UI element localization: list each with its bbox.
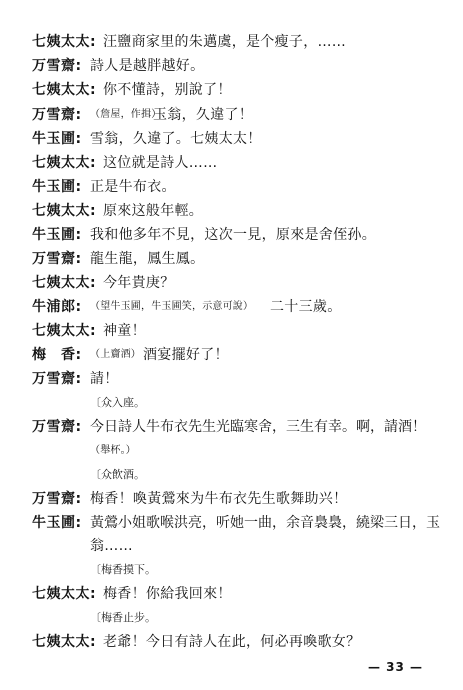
dialogue-text: 今年貴庚？ xyxy=(103,275,175,291)
dialogue-text: 原來这般年輕。 xyxy=(103,203,204,219)
dialogue-line xyxy=(0,273,463,297)
dialogue-text: 玉翁，久違了！ xyxy=(153,107,254,123)
dialogue-line xyxy=(0,321,463,345)
speaker-name: 牛玉圃: xyxy=(32,227,82,243)
dialogue-line xyxy=(0,632,463,656)
dialogue-text: 請！ xyxy=(90,371,119,387)
speaker-name: 牛玉圃: xyxy=(32,131,82,147)
speaker-name: 牛玉圃: xyxy=(32,179,82,195)
speaker-name: 七姨太太: xyxy=(32,203,97,219)
dialogue-text: 我和他多年不見，这次一見，原來是舍侄孙。 xyxy=(90,227,376,243)
dialogue-line xyxy=(0,345,463,369)
dialogue-line xyxy=(0,489,463,513)
dialogue-line xyxy=(0,417,463,441)
speaker-name: 七姨太太: xyxy=(32,586,97,602)
speaker-name: 万雪齋: xyxy=(32,371,82,387)
dialogue-line xyxy=(0,177,463,201)
speaker-name: 七姨太太: xyxy=(32,155,97,171)
continuation-line xyxy=(0,536,463,560)
stage-direction-line xyxy=(0,465,463,489)
dialogue-text: 雪翁，久違了。七姨太太！ xyxy=(90,131,262,147)
dialogue-line xyxy=(0,153,463,177)
dialogue-line xyxy=(0,249,463,273)
dialogue-line xyxy=(0,225,463,249)
page-number: — 33 — xyxy=(368,660,424,674)
dialogue-line xyxy=(0,513,463,537)
speaker-name: 万雪齋: xyxy=(32,419,82,435)
stage-direction-line xyxy=(0,608,463,632)
dialogue-line xyxy=(0,297,463,321)
speaker-name: 七姨太太: xyxy=(32,323,97,339)
dialogue-text: 汪鹽商家里的朱邁虞，是个瘦子，…… xyxy=(103,34,347,50)
dialogue-text: 今日詩人牛布衣先生光臨寒舍，三生有幸。啊，請酒！ xyxy=(90,419,426,435)
dialogue-line xyxy=(0,105,463,129)
dialogue-line xyxy=(0,80,463,104)
stage-direction: 〔梅香止步。 xyxy=(90,611,156,624)
stage-direction: 〔众入座。 xyxy=(90,396,145,409)
dialogue-line xyxy=(0,369,463,393)
speaker-name: 牛玉圃: xyxy=(32,515,82,531)
stage-note: （望牛玉圃，牛玉圃笑，示意可說） xyxy=(90,301,254,312)
stage-note: （上齎酒） xyxy=(90,349,141,360)
continuation-text: 翁…… xyxy=(90,538,133,554)
speaker-name: 万雪齋: xyxy=(32,491,82,507)
stage-direction: 〔梅香摸下。 xyxy=(90,563,156,576)
continuation-line xyxy=(0,441,463,465)
dialogue-text: 梅香！你給我回來！ xyxy=(103,586,232,602)
speaker-name: 万雪齋: xyxy=(32,58,82,74)
dialogue-line xyxy=(0,201,463,225)
stage-direction: 〔众飲酒。 xyxy=(90,468,145,481)
stage-direction-line xyxy=(0,393,463,417)
speaker-name: 牛浦郎: xyxy=(32,299,82,315)
dialogue-text: 龍生龍，鳳生鳳。 xyxy=(90,251,205,267)
dialogue-text: 二十三歲。 xyxy=(270,299,342,315)
dialogue-text: 你不懂詩，别說了！ xyxy=(103,82,232,98)
speaker-name: 七姨太太: xyxy=(32,34,97,50)
speaker-name: 七姨太太: xyxy=(32,275,97,291)
stage-direction-line xyxy=(0,560,463,584)
speaker-name: 万雪齋: xyxy=(32,107,82,123)
dialogue-text: 酒宴擺好了！ xyxy=(143,347,229,363)
dialogue-text: 正是牛布衣。 xyxy=(90,179,176,195)
dialogue-line xyxy=(0,56,463,80)
speaker-name: 七姨太太: xyxy=(32,634,97,650)
speaker-name: 七姨太太: xyxy=(32,82,97,98)
dialogue-text: 詩人是越胖越好。 xyxy=(90,58,205,74)
speaker-name: 梅 香: xyxy=(32,347,82,363)
dialogue-line xyxy=(0,32,463,56)
dialogue-line xyxy=(0,129,463,153)
dialogue-text: 黃鶯小姐歌喉洪亮，听她一曲，余音裊裊，繞梁三日，玉 xyxy=(90,515,440,531)
stage-note: （詹屋，作揖） xyxy=(90,109,162,120)
dialogue-text: 神童！ xyxy=(103,323,146,339)
continuation-text: （舉杯。） xyxy=(90,445,136,456)
dialogue-text: 老爺！今日有詩人在此，何必再喚歌女？ xyxy=(103,634,361,650)
dialogue-line xyxy=(0,584,463,608)
dialogue-text: 这位就是詩人…… xyxy=(103,155,218,171)
speaker-name: 万雪齋: xyxy=(32,251,82,267)
dialogue-text: 梅香！喚黃鶯來为牛布衣先生歌舞助兴！ xyxy=(90,491,348,507)
